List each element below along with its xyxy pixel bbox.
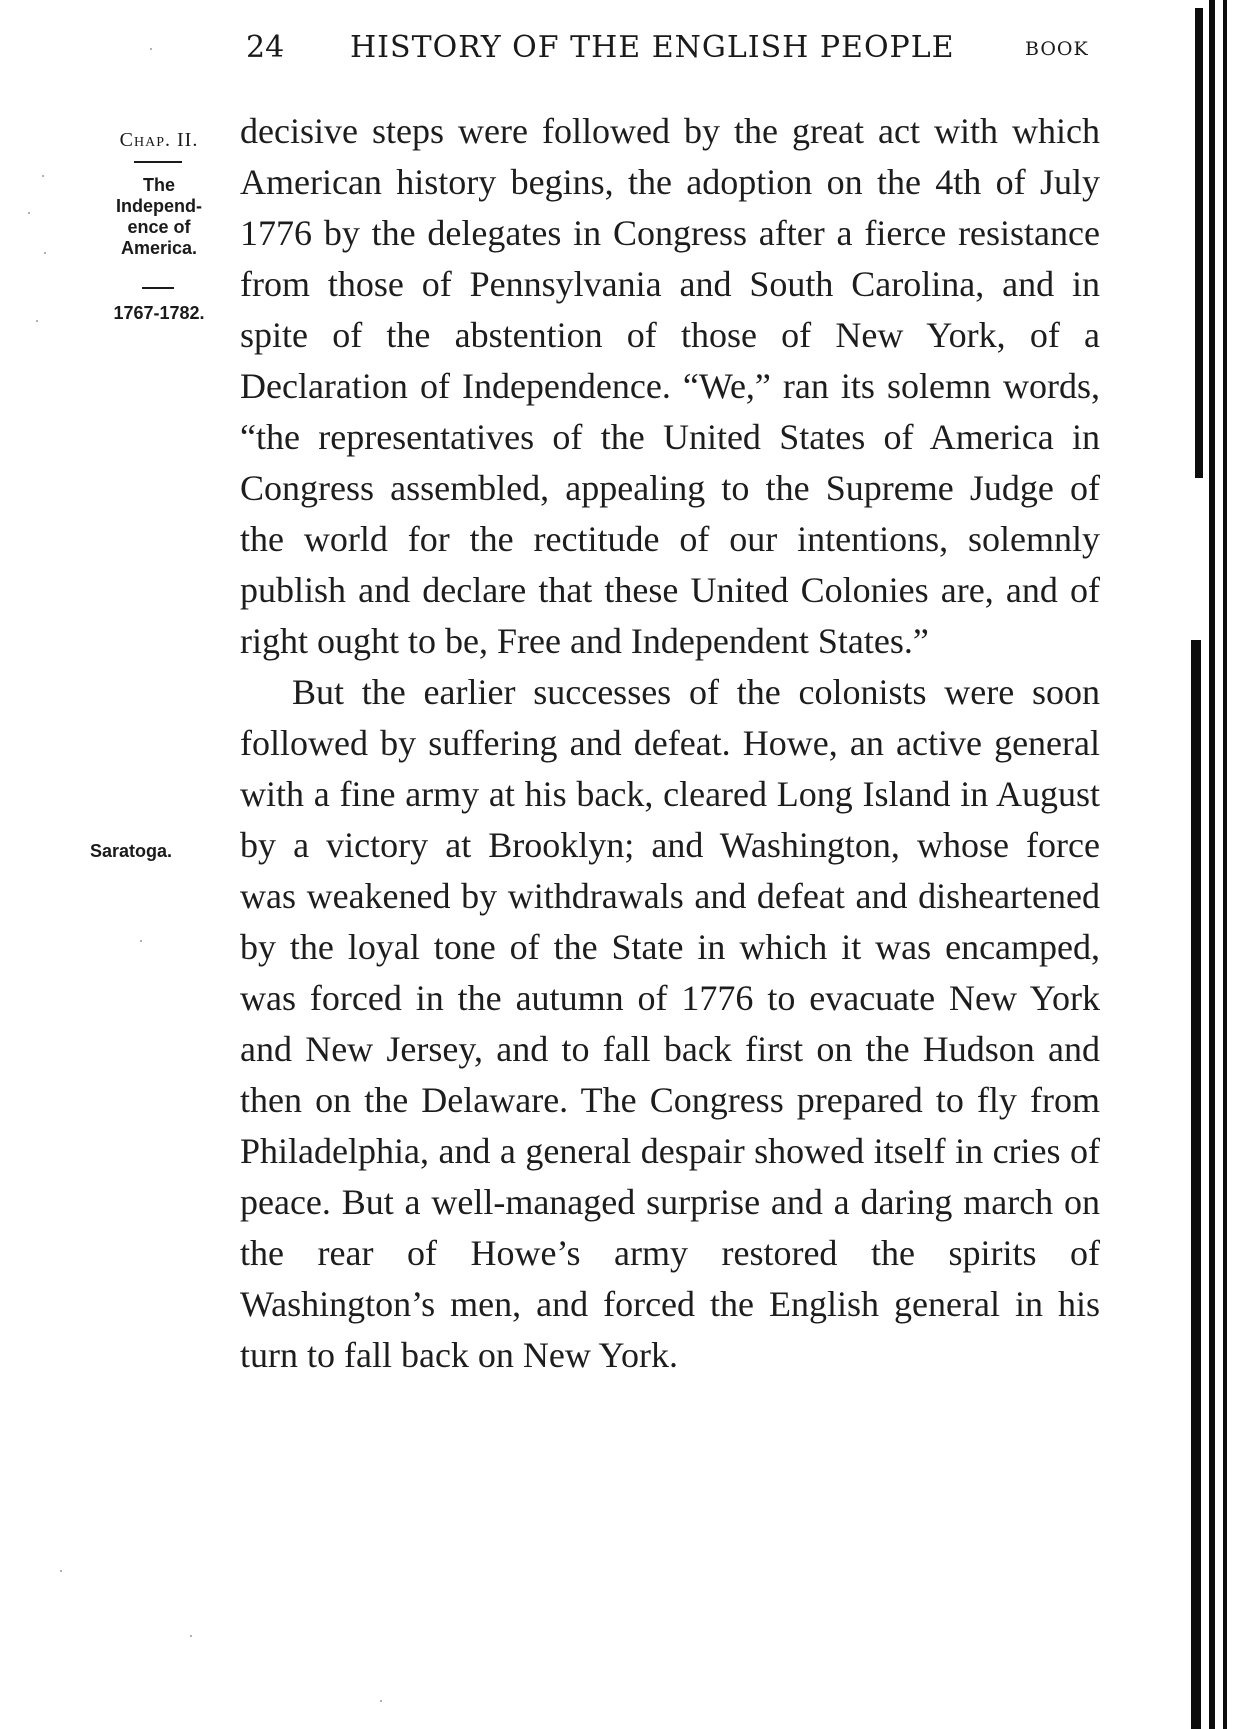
- scan-speck: [140, 940, 142, 942]
- margin-rule: [142, 287, 174, 289]
- margin-topic-note: [84, 175, 234, 259]
- margin-topic-line: The: [142, 175, 175, 195]
- scan-speck: [36, 320, 38, 322]
- scan-speck: [44, 252, 46, 254]
- margin-chapter-label: Chap. II.: [119, 129, 199, 151]
- margin-topic-line: Independ-: [116, 196, 202, 216]
- binding-edge-shadow: [1187, 0, 1247, 1729]
- margin-topic-line: ence of: [127, 217, 191, 237]
- margin-topic-line: America.: [120, 238, 198, 258]
- scan-speck: [28, 212, 30, 214]
- scan-speck: [380, 1700, 382, 1702]
- book-label: BOOK: [1025, 38, 1089, 60]
- running-title: HISTORY OF THE ENGLISH PEOPLE: [350, 30, 955, 65]
- margin-rule: [134, 161, 182, 163]
- margin-saratoga-note: Saratoga.: [90, 841, 173, 861]
- scan-speck: [42, 175, 44, 177]
- page-number: 24: [246, 30, 285, 65]
- body-text: [240, 106, 1100, 1381]
- page-header: [0, 30, 1247, 70]
- binding-edge-bar: [1209, 0, 1215, 1729]
- scan-speck: [150, 48, 152, 50]
- binding-edge-bar: [1191, 640, 1201, 1729]
- binding-edge-bar: [1195, 8, 1203, 478]
- paragraph: decisive steps were followed by the great act with which American history begins, the adoption on the 4th of July 1776 by the delegates in Congress after a fierce resistance from those of Pennsylvania and South Carolina, and in spite of the abstention of those of New York, of a Declaration of Independence. “We,” ran its solemn words, “the representatives of the United States of America in Congress assembled, appealing to the Supreme Judge of the world for the rectitude of our intentions, solemnly publish and declare that these United Colonies are, and of right ought to be, Free and Independent States.”: [240, 111, 1100, 661]
- scan-speck: [190, 1635, 192, 1637]
- margin-years: 1767-1782.: [113, 303, 205, 323]
- scan-speck: [60, 1570, 62, 1572]
- binding-edge-bar: [1223, 0, 1227, 1729]
- paragraph: But the earlier successes of the colonists were soon followed by suffering and defeat. Howe, an active general with a fine army at his back, cleared Long Island in August by a victory at Brooklyn; and Washington, whose force was weakened by withdrawals and defeat and disheartened by the loyal tone of the State in which it was encamped, was forced in the autumn of 1776 to evacuate New York and New Jersey, and to fall back first on the Hudson and then on the Delaware. The Congress prepared to fly from Philadelphia, and a general despair showed itself in cries of peace. But a well-managed surprise and a daring march on the rear of Howe’s army restored the spirits of Washington’s men, and forced the English general in his turn to fall back on New York.: [240, 672, 1100, 1375]
